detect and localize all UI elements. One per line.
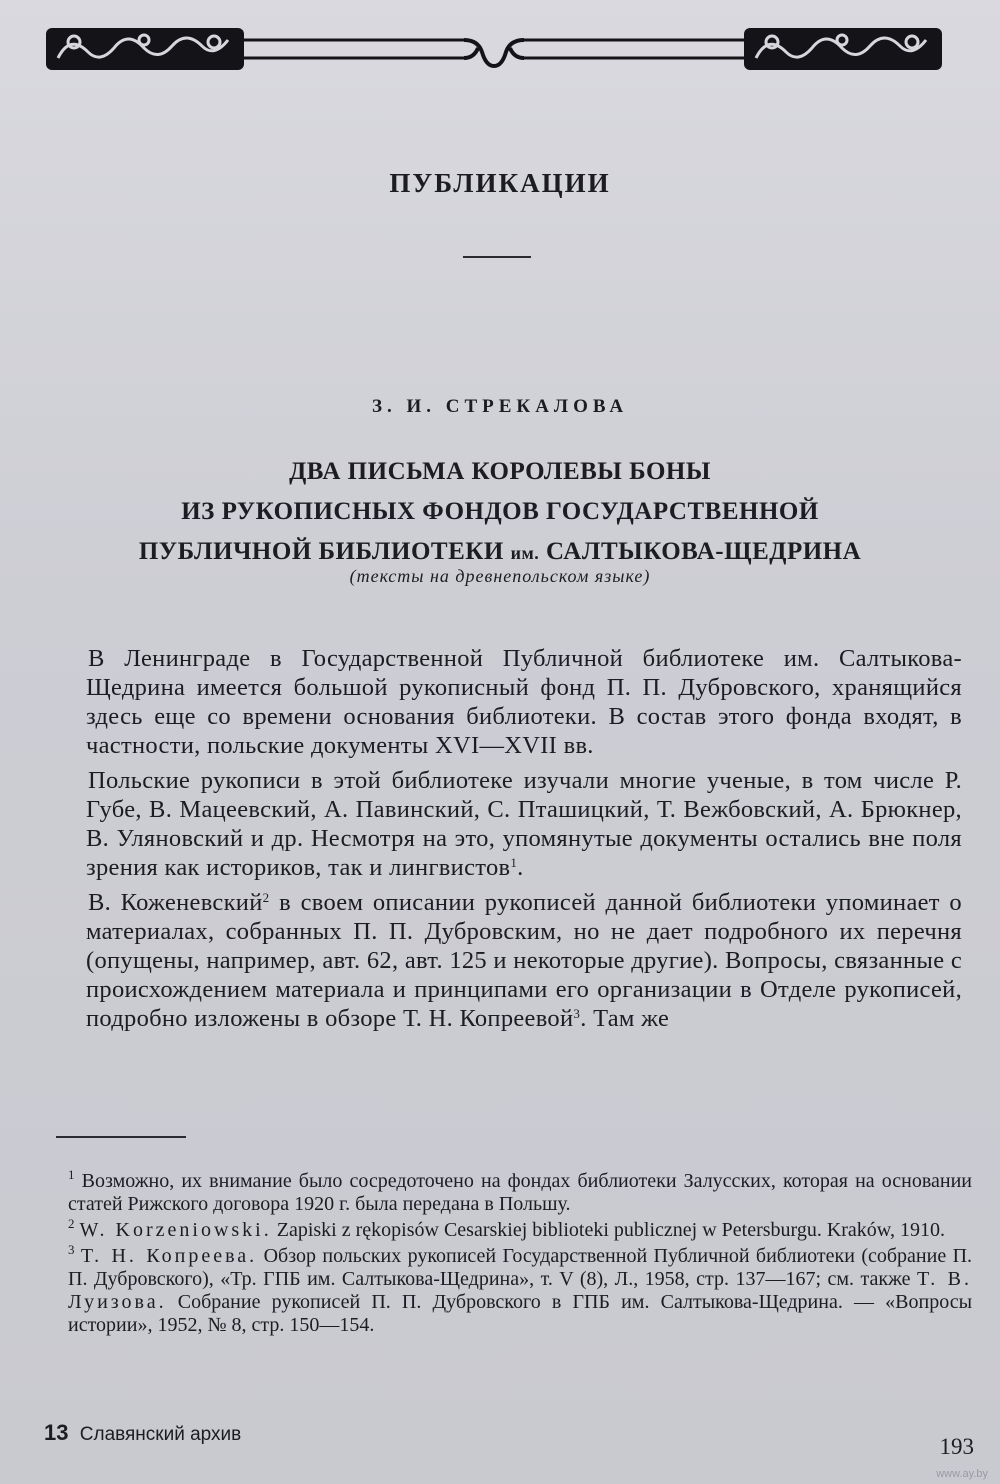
body-paragraph — [86, 766, 962, 882]
body-paragraph-text: Польские рукописи в этой библиотеке изучали многие ученые, в том числе Р. Губе, В. Мацеевский, А. Павинский, С. Пташицкий, Т. Вежбовский, А. Брюкнер, В. Уляновский и др. Несмотря на это, упомянутые документы остались вне поля зрения как историков, так и лингвистов — [86, 767, 962, 881]
body-paragraph — [86, 888, 962, 1033]
article-title-part: им. — [510, 543, 540, 563]
footnote-text: Обзор польских рукописей Государственной Публичной библиотеки (собрание П. П. Дубровского), «Тр. ГПБ им. Салтыкова-Щедрина», т. V (8), Л., 1958, стр. 137—167; см. также — [68, 1245, 973, 1290]
article-title-part: ПУБЛИЧНОЙ БИБЛИОТЕКИ — [138, 538, 504, 565]
footnote-item — [68, 1242, 973, 1337]
section-title: ПУБЛИКАЦИИ — [389, 168, 611, 198]
footnote-mark: 1 — [68, 1167, 75, 1182]
footnote-text: Возможно, их внимание было сосредоточено на фондах библиотеки Залусских, которая на основании статей Рижского договора 1920 г. была передана в Польшу. — [68, 1170, 972, 1215]
footnote-divider — [56, 1136, 186, 1138]
printer-signature — [44, 1420, 241, 1446]
article-title-line: ИЗ РУКОПИСНЫХ ФОНДОВ ГОСУДАРСТВЕННОЙ — [181, 498, 819, 525]
page-number: 193 — [939, 1434, 974, 1459]
article-title-part: САЛТЫКОВА-ЩЕДРИНА — [545, 538, 862, 565]
body-paragraph-text: В. Коженевский — [88, 889, 263, 916]
decorative-ornament-band — [44, 18, 944, 82]
footnote-author: W. Korzeniowski. — [79, 1219, 272, 1241]
article-title-line: ДВА ПИСЬМА КОРОЛЕВЫ БОНЫ — [289, 458, 711, 485]
body-paragraph: В Ленинграде в Государственной Публичной библиотеке им. Салтыкова-Щедрина имеется большой рукописный фонд П. П. Дубровского, хранящийся здесь еще со времени основания библиотеки. В состав этого фонда входят, в частности, польские документы XVI—XVII вв. — [86, 645, 962, 759]
title-divider — [463, 256, 531, 258]
signature-text: Славянский архив — [79, 1424, 242, 1445]
footnote-author: Т. Н. Копреева. — [80, 1245, 258, 1267]
footnote-item — [68, 1167, 972, 1216]
footnote-ref: 3 — [573, 1006, 581, 1021]
body-paragraph-text: в своем описании рукописей данной библиотеки упоминает о материалах, собранных П. П. Дубровским, но не дает подробного их перечня (опущены, например, авт. 62, авт. 125 и некоторые другие). Вопросы, связанные с происхождением материала и принципами его организации в Отделе рукописей, подробно изложены в обзоре Т. Н. Копреевой — [86, 889, 962, 1032]
article-author: З. И. СТРЕКАЛОВА — [371, 396, 629, 417]
signature-number: 13 — [44, 1420, 69, 1445]
footnote-item — [68, 1216, 972, 1242]
article-body — [86, 644, 962, 1039]
article-subtitle: (тексты на древнепольском языке) — [349, 566, 651, 586]
article-title — [40, 452, 960, 573]
footnote-author: Т. В. Луизова. — [68, 1268, 973, 1313]
watermark: www.ay.by — [936, 1468, 988, 1480]
footnote-mark: 2 — [68, 1216, 75, 1231]
footnote-mark: 3 — [68, 1242, 75, 1257]
body-paragraph-text: . — [517, 854, 524, 881]
footnote-ref: 1 — [510, 855, 518, 870]
footnote-ref: 2 — [262, 890, 270, 905]
body-paragraph-text: . Там же — [580, 1005, 670, 1032]
footnotes — [68, 1167, 973, 1340]
footnote-text: Zapiski z rękopisów Cesarskiej biblioteki publicznej w Petersburgu. Kraków, 1910. — [276, 1219, 945, 1241]
footnote-text: Собрание рукописей П. П. Дубровского в ГПБ им. Салтыкова-Щедрина. — «Вопросы истории», 1952, № 8, стр. 150—154. — [68, 1291, 973, 1336]
